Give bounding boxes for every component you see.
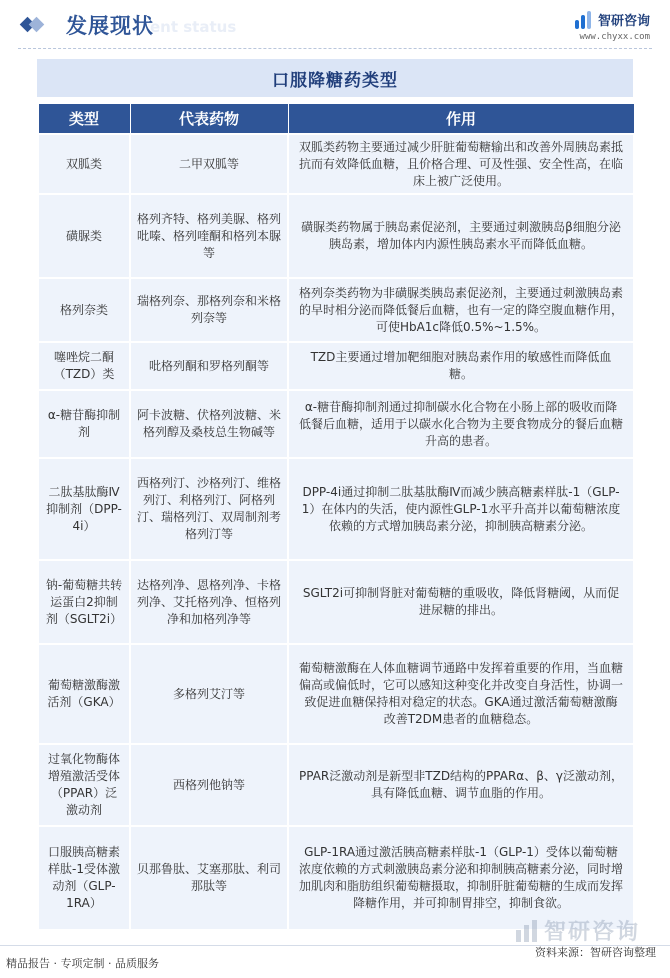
table-title: 口服降糖药类型 [37,59,633,97]
watermark-text: 智研咨询 [543,920,640,945]
table-row [38,390,634,458]
table-row [38,134,634,194]
cell-effect: 磺脲类药物属于胰岛素促泌剂，主要通过刺激胰岛β细胞分泌胰岛素，增加体内内源性胰岛素水平而降低血糖。 [288,194,634,278]
header-type: 类型 [38,104,130,135]
cell-drugs: 阿卡波糖、伏格列波糖、米格列醇及桑枝总生物碱等 [130,390,288,458]
footer-source: 资料来源：智研咨询整理 [535,946,656,959]
diamond-icon [22,14,44,36]
cell-type: 双胍类 [38,134,130,194]
cell-effect: GLP-1RA通过激活胰高糖素样肽-1（GLP-1）受体以葡萄糖浓度依赖的方式刺激胰岛素分泌和抑制胰高糖素分泌，同时增加肌肉和脂肪组织葡萄糖摄取，抑制肝脏葡萄糖的生成而发挥降糖作用，并可抑制胃排空，抑制食欲。 [288,826,634,930]
cell-drugs: 格列齐特、格列美脲、格列吡嗪、格列喹酮和格列本脲等 [130,194,288,278]
footer-tagline: 精品报告 · 专项定制 · 品质服务 [6,957,159,970]
cell-effect: 双胍类药物主要通过减少肝脏葡萄糖输出和改善外周胰岛素抵抗而有效降低血糖，且价格合理、可及性强、安全性高，在临床上被广泛使用。 [288,134,634,194]
cell-type: 过氧化物酶体增殖激活受体（PPAR）泛激动剂 [38,744,130,826]
cell-effect: SGLT2i可抑制肾脏对葡萄糖的重吸收，降低肾糖阈，从而促进尿糖的排出。 [288,560,634,644]
header-effect: 作用 [288,104,634,135]
cell-type: 二肽基肽酶Ⅳ抑制剂（DPP-4i） [38,458,130,560]
table-row [38,560,634,644]
cell-effect: TZD主要通过增加靶细胞对胰岛素作用的敏感性而降低血糖。 [288,342,634,390]
cell-type: 口服胰高糖素样肽-1受体激动剂（GLP-1RA） [38,826,130,930]
cell-type: 噻唑烷二酮（TZD）类 [38,342,130,390]
cell-drugs: 二甲双胍等 [130,134,288,194]
cell-type: 磺脲类 [38,194,130,278]
cell-drugs: 西格列汀、沙格列汀、维格列汀、利格列汀、阿格列汀、瑞格列汀、双周制剂考格列汀等 [130,458,288,560]
table-row [38,342,634,390]
cell-type: α-糖苷酶抑制剂 [38,390,130,458]
header-drugs: 代表药物 [130,104,288,135]
table-row [38,744,634,826]
cell-drugs: 达格列净、恩格列净、卡格列净、艾托格列净、恒格列净和加格列净等 [130,560,288,644]
cell-type: 钠-葡萄糖共转运蛋白2抑制剂（SGLT2i） [38,560,130,644]
cell-type: 格列奈类 [38,278,130,342]
cell-type: 葡萄糖激酶激活剂（GKA） [38,644,130,744]
cell-drugs: 贝那鲁肽、艾塞那肽、利司那肽等 [130,826,288,930]
section-subtitle: ent status [150,18,237,36]
table-row [38,278,634,342]
table-header-row [38,104,634,135]
cell-drugs: 多格列艾汀等 [130,644,288,744]
drug-table [37,103,633,931]
brand-name: 智研咨询 [597,14,650,29]
brand-logo-icon [575,11,593,29]
section-title: 发展现状 [66,14,154,38]
cell-effect: PPAR泛激动剂是新型非TZD结构的PPARα、β、γ泛激动剂，具有降低血糖、调节血脂的作用。 [288,744,634,826]
brand [575,10,650,42]
watermark-logo-icon [516,920,538,942]
table-row [38,458,634,560]
table-row [38,194,634,278]
cell-drugs: 西格列他钠等 [130,744,288,826]
cell-drugs: 瑞格列奈、那格列奈和米格列奈等 [130,278,288,342]
brand-url: www.chyxx.com [579,32,650,42]
cell-effect: 葡萄糖激酶在人体血糖调节通路中发挥着重要的作用，当血糖偏高或偏低时，它可以感知这种变化并改变自身活性，协调一致促进血糖保持相对稳定的状态。GKA通过激活葡萄糖激酶改善T2DM患者的血糖稳态。 [288,644,634,744]
page-header [0,0,670,52]
cell-drugs: 吡格列酮和罗格列酮等 [130,342,288,390]
cell-effect: α-糖苷酶抑制剂通过抑制碳水化合物在小肠上部的吸收而降低餐后血糖，适用于以碳水化合物为主要食物成分的餐后血糖升高的患者。 [288,390,634,458]
cell-effect: DPP-4i通过抑制二肽基肽酶Ⅳ而减少胰高糖素样肽-1（GLP-1）在体内的失活，使内源性GLP-1水平升高并以葡萄糖浓度依赖的方式增加胰岛素分泌，抑制胰高糖素分泌。 [288,458,634,560]
cell-effect: 格列奈类药物为非磺脲类胰岛素促泌剂，主要通过刺激胰岛素的早时相分泌而降低餐后血糖，也有一定的降空腹血糖作用，可使HbA1c降低0.5%~1.5%。 [288,278,634,342]
table-row [38,644,634,744]
watermark [516,915,640,946]
header-divider [18,48,652,49]
